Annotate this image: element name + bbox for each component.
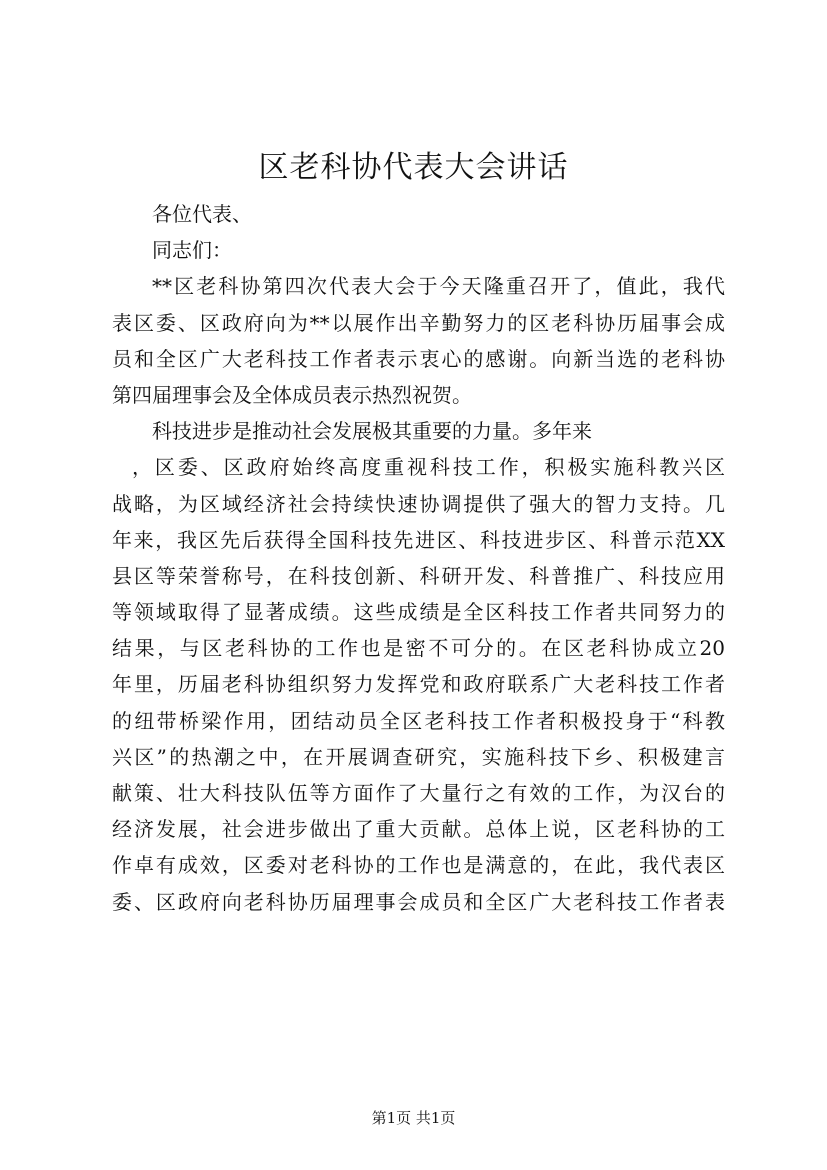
paragraph-line: 献策、壮大科技队伍等方面作了大量行之有效的工作，为汉台的 <box>112 781 725 805</box>
paragraph-line: **区老科协第四次代表大会于今天隆重召开了，值此，我代 <box>152 274 725 299</box>
paragraph-line: 县区等荣誉称号，在科技创新、科研开发、科普推广、科技应用 <box>112 563 725 588</box>
paragraph-line: 委、区政府向老科协历届理事会成员和全区广大老科技工作者表 <box>112 889 725 914</box>
paragraph-line: 员和全区广大老科技工作者表示衷心的感谢。向新当选的老科协 <box>112 346 725 371</box>
paragraph-line: 的纽带桥梁作用，团结动员全区老科技工作者积极投身于“科教 <box>112 708 725 733</box>
paragraph-line: 兴区”的热潮之中，在开展调查研究，实施科技下乡、积极建言 <box>112 744 725 769</box>
paragraph-line: 等领域取得了显著成绩。这些成绩是全区科技工作者共同努力的 <box>112 600 725 625</box>
paragraph-line: ，区委、区政府始终高度重视科技工作，积极实施科教兴区 <box>132 455 725 480</box>
paragraph-line: 结果，与区老科协的工作也是密不可分的。在区老科协成立20 <box>112 636 725 661</box>
document-title: 区老科协代表大会讲话 <box>258 150 569 185</box>
paragraph-line: 表区委、区政府向为**以展作出辛勤努力的区老科协历届事会成 <box>112 310 725 335</box>
paragraph-line: 经济发展，社会进步做出了重大贡献。总体上说，区老科协的工 <box>112 817 725 842</box>
document-body <box>112 196 725 920</box>
paragraph-line: 年里，历届老科协组织努力发挥党和政府联系广大老科技工作者 <box>112 672 725 697</box>
paragraph-line: 作卓有成效，区委对老科协的工作也是满意的，在此，我代表区 <box>112 853 725 878</box>
page-footer: 第1页 共1页 <box>371 1109 456 1127</box>
paragraph-line: 第四届理事会及全体成员表示热烈祝贺。 <box>112 382 472 407</box>
salutation-line: 各位代表、 <box>152 202 252 226</box>
paragraph-line: 战略，为区域经济社会持续快速协调提供了强大的智力支持。几 <box>112 491 725 516</box>
salutation-line: 同志们： <box>152 238 232 263</box>
paragraph-line: 年来，我区先后获得全国科技先进区、科技进步区、科普示范XX <box>112 527 725 552</box>
paragraph-line: 科技进步是推动社会发展极其重要的力量。多年来 <box>152 419 592 444</box>
